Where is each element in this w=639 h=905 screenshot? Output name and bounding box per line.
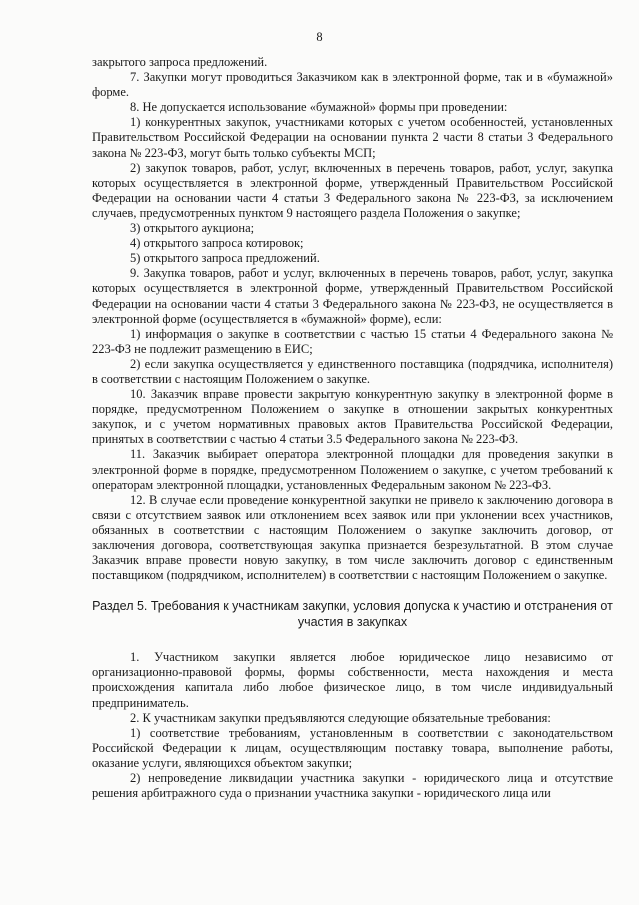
paragraph: 1) информация о закупке в соответствии с частью 15 статьи 4 Федерального закона № 223-ФЗ не подлежит размещению в ЕИС;: [92, 326, 613, 356]
paragraph: 2) непроведение ликвидации участника закупки - юридического лица и отсутствие решения арбитражного суда о признании участника закупки - юридического лица или: [92, 771, 613, 801]
paragraph: 11. Заказчик выбирает оператора электронной площадки для проведения закупки в электронной форме в порядке, предусмотренном Положением о закупке, с учетом требований к операторам электронной площадки, установленных Федеральным законом № 223-ФЗ.: [92, 447, 613, 492]
document-body: [92, 55, 613, 801]
paragraph: 1) конкурентных закупок, участниками которых с учетом особенностей, установленных Правительством Российской Федерации на основании пункта 2 части 8 статьи 3 Федерального закона № 223-ФЗ, могут быть только субъекты МСП;: [92, 115, 613, 160]
paragraph: 7. Закупки могут проводиться Заказчиком как в электронной форме, так и в «бумажной» форме.: [92, 70, 613, 100]
paragraph: 9. Закупка товаров, работ и услуг, включенных в перечень товаров, работ, услуг, закупка которых осуществляется в электронной форме, утвержденный Правительством Российской Федерации на основании части 4 статьи 3 Федерального закона № 223-ФЗ, не осуществляется в электронной форме (осуществляется в «бумажной» форме), если:: [92, 266, 613, 326]
paragraph: 12. В случае если проведение конкурентной закупки не привело к заключению договора в связи с отсутствием заявок или отклонением всех заявок или при уклонении всех участников, обязанных в соответствии с настоящим Положением о закупке заключить договор, от заключения договора, соответствующая закупка признается безрезультатной. В этом случае Заказчик вправе провести новую закупку, в том числе заключить договор с единственным поставщиком (подрядчиком, исполнителем) в соответствии с настоящим Положением о закупке.: [92, 492, 613, 583]
paragraph-group-bottom: [92, 650, 613, 801]
paragraph: 2) закупок товаров, работ, услуг, включенных в перечень товаров, работ, услуг, закупка которых осуществляется в электронной форме, утвержденный Правительством Российской Федерации на основании части 4 статьи 3 Федерального закона № 223-ФЗ, за исключением случаев, предусмотренных пунктом 9 настоящего раздела Положения о закупке;: [92, 160, 613, 220]
paragraph: 8. Не допускается использование «бумажной» формы при проведении:: [130, 100, 508, 115]
paragraph: закрытого запроса предложений.: [92, 55, 268, 69]
paragraph-group-top: [92, 55, 613, 583]
paragraph: 5) открытого запроса предложений.: [130, 251, 320, 266]
page-number: 8: [316, 30, 323, 44]
paragraph: 10. Заказчик вправе провести закрытую конкурентную закупку в электронной форме в порядке, предусмотренном Положением о закупке в отношении закрытых конкурентных закупок, и с учетом нормативных правовых актов Правительства Российской Федерации, принятых в соответствии с частью 4 статьи 3.5 Федерального закона № 223-ФЗ.: [92, 387, 613, 447]
paragraph: 4) открытого запроса котировок;: [130, 236, 304, 251]
paragraph: 1) соответствие требованиям, установленным в соответствии с законодательством Российской Федерации к лицам, осуществляющим поставку товара, выполнение работы, оказание услуги, являющихся объектом закупки;: [92, 725, 613, 770]
paragraph: 2. К участникам закупки предъявляются следующие обязательные требования:: [130, 710, 551, 725]
paragraph: 2) если закупка осуществляется у единственного поставщика (подрядчика, исполнителя) в соответствии с настоящим Положением о закупке.: [92, 356, 613, 386]
section-heading: Раздел 5. Требования к участникам закупки, условия допуска к участию и отстранения от участия в закупках: [92, 599, 613, 629]
paragraph: 1. Участником закупки является любое юридическое лицо независимо от организационно-правовой формы, формы собственности, места нахождения и места происхождения капитала либо любое физическое лицо, в том числе индивидуальный предприниматель.: [92, 650, 613, 710]
paragraph: 3) открытого аукциона;: [130, 221, 255, 236]
